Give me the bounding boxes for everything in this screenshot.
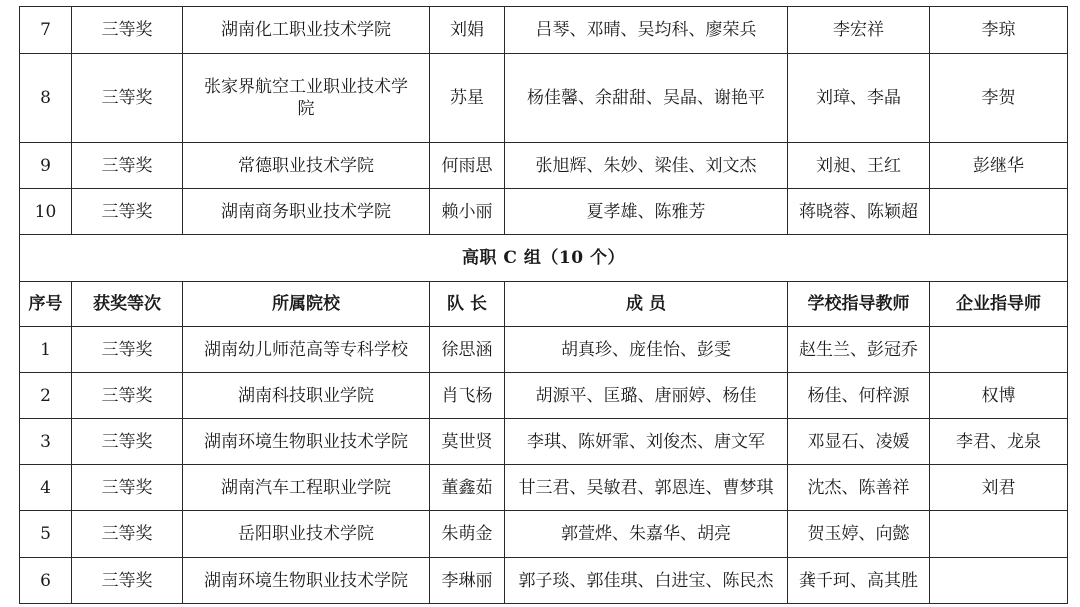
table-row [20,373,1068,419]
enterprise-mentor [930,558,1068,604]
school-teacher: 龚千珂、高其胜 [788,558,930,604]
team-members: 胡源平、匡璐、唐丽婷、杨佳 [505,373,788,419]
enterprise-mentor: 李贺 [930,54,1068,143]
school-teacher: 刘璋、李晶 [788,54,930,143]
school-name: 常德职业技术学院 [183,143,430,189]
school-teacher: 沈杰、陈善祥 [788,465,930,511]
award-level: 三等奖 [72,327,183,373]
row-number: 10 [20,189,72,235]
table-row [20,54,1068,143]
table-row [20,189,1068,235]
header-teacher: 学校指导教师 [788,282,930,327]
team-members: 郭萱烨、朱嘉华、胡亮 [505,511,788,558]
awards-table [19,6,1068,604]
team-leader: 何雨思 [430,143,505,189]
award-level: 三等奖 [72,511,183,558]
row-number: 8 [20,54,72,143]
enterprise-mentor: 权博 [930,373,1068,419]
school-name: 岳阳职业技术学院 [183,511,430,558]
school-name [183,54,430,143]
enterprise-mentor [930,189,1068,235]
enterprise-mentor [930,327,1068,373]
award-level: 三等奖 [72,419,183,465]
header-school: 所属院校 [183,282,430,327]
table-row [20,419,1068,465]
team-leader: 董鑫茹 [430,465,505,511]
school-name: 湖南环境生物职业技术学院 [183,558,430,604]
team-leader: 莫世贤 [430,419,505,465]
school-name: 湖南商务职业技术学院 [183,189,430,235]
team-leader: 赖小丽 [430,189,505,235]
header-award: 获奖等次 [72,282,183,327]
school-teacher: 蒋晓蓉、陈颖超 [788,189,930,235]
team-members: 李琪、陈妍霏、刘俊杰、唐文军 [505,419,788,465]
header-mentor: 企业指导师 [930,282,1068,327]
school-name: 湖南环境生物职业技术学院 [183,419,430,465]
table-row [20,558,1068,604]
award-level: 三等奖 [72,143,183,189]
row-number: 5 [20,511,72,558]
team-members: 张旭辉、朱妙、梁佳、刘文杰 [505,143,788,189]
school-name-line: 张家界航空工业职业技术学 [204,77,408,97]
team-leader: 刘娟 [430,7,505,54]
group-title-row [20,235,1068,282]
team-leader: 徐思涵 [430,327,505,373]
row-number: 3 [20,419,72,465]
table-row [20,511,1068,558]
award-level: 三等奖 [72,189,183,235]
row-number: 4 [20,465,72,511]
school-teacher: 赵生兰、彭冠乔 [788,327,930,373]
team-members: 吕琴、邓晴、吴均科、廖荣兵 [505,7,788,54]
header-number: 序号 [20,282,72,327]
team-leader: 肖飞杨 [430,373,505,419]
team-leader: 李琳丽 [430,558,505,604]
row-number: 9 [20,143,72,189]
table-row [20,143,1068,189]
award-level: 三等奖 [72,54,183,143]
award-level: 三等奖 [72,558,183,604]
school-teacher: 杨佳、何梓源 [788,373,930,419]
header-members: 成 员 [505,282,788,327]
enterprise-mentor: 彭继华 [930,143,1068,189]
award-level: 三等奖 [72,465,183,511]
row-number: 6 [20,558,72,604]
team-members: 甘三君、吴敏君、郭恩连、曹梦琪 [505,465,788,511]
team-leader: 苏星 [430,54,505,143]
school-name-line: 院 [297,99,315,119]
school-teacher: 李宏祥 [788,7,930,54]
enterprise-mentor: 刘君 [930,465,1068,511]
school-teacher: 贺玉婷、向懿 [788,511,930,558]
enterprise-mentor [930,511,1068,558]
table-row [20,465,1068,511]
school-teacher: 刘昶、王红 [788,143,930,189]
row-number: 7 [20,7,72,54]
group-title: 高职 C 组（10 个） [20,235,1068,282]
row-number: 1 [20,327,72,373]
school-name: 湖南化工职业技术学院 [183,7,430,54]
team-members: 胡真珍、庞佳怡、彭雯 [505,327,788,373]
school-teacher: 邓显石、凌媛 [788,419,930,465]
header-leader: 队 长 [430,282,505,327]
school-name: 湖南科技职业学院 [183,373,430,419]
table-row [20,327,1068,373]
school-name: 湖南汽车工程职业学院 [183,465,430,511]
award-level: 三等奖 [72,373,183,419]
award-level: 三等奖 [72,7,183,54]
school-name: 湖南幼儿师范高等专科学校 [183,327,430,373]
team-members: 夏孝雄、陈雅芳 [505,189,788,235]
team-leader: 朱萌金 [430,511,505,558]
team-members: 杨佳馨、余甜甜、吴晶、谢艳平 [505,54,788,143]
row-number: 2 [20,373,72,419]
table-row [20,7,1068,54]
header-row [20,282,1068,327]
enterprise-mentor: 李琼 [930,7,1068,54]
team-members: 郭子琰、郭佳琪、白进宝、陈民杰 [505,558,788,604]
enterprise-mentor: 李君、龙泉 [930,419,1068,465]
